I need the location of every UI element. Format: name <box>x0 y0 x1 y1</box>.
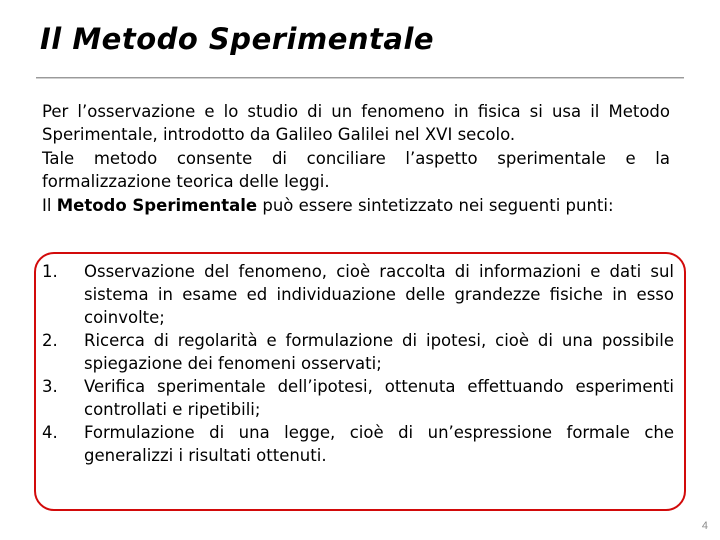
intro-paragraph-2: Tale metodo consente di conciliare l’aspetto sperimentale e la formalizzazione teorica delle leggi. <box>42 149 670 191</box>
step-text: Verifica sperimentale dell’ipotesi, ottenuta effettuando esperimenti controllati e ripetibili; <box>84 377 674 419</box>
steps-list <box>42 260 674 467</box>
title-divider <box>36 77 684 79</box>
intro-p3-tail: può essere sintetizzato nei seguenti punti: <box>257 196 614 215</box>
step-number: 2. <box>42 331 58 350</box>
list-item <box>42 329 674 375</box>
step-text: Ricerca di regolarità e formulazione di ipotesi, cioè di una possibile spiegazione dei fenomeni osservati; <box>84 331 674 373</box>
intro-p3-bold: Metodo Sperimentale <box>56 196 258 215</box>
page-number: 4 <box>701 520 708 532</box>
list-item <box>42 421 674 467</box>
intro-text <box>42 100 670 217</box>
step-number: 1. <box>42 262 58 281</box>
step-text: Osservazione del fenomeno, cioè raccolta di informazioni e dati sul sistema in esame ed individuazione delle grandezze fisiche in esso coinvolte; <box>84 262 674 327</box>
slide-title: Il Metodo Sperimentale <box>40 22 435 56</box>
step-number: 4. <box>42 423 58 442</box>
intro-paragraph-1: Per l’osservazione e lo studio di un fenomeno in fisica si usa il Metodo Sperimentale, introdotto da Galileo Galilei nel XVI secolo. <box>42 102 670 144</box>
list-item <box>42 375 674 421</box>
list-item <box>42 260 674 329</box>
intro-p3-lead: Il <box>42 196 57 215</box>
intro-paragraph-3 <box>42 194 670 217</box>
step-text: Formulazione di una legge, cioè di un’espressione formale che generalizzi i risultati ottenuti. <box>84 423 674 465</box>
step-number: 3. <box>42 377 58 396</box>
